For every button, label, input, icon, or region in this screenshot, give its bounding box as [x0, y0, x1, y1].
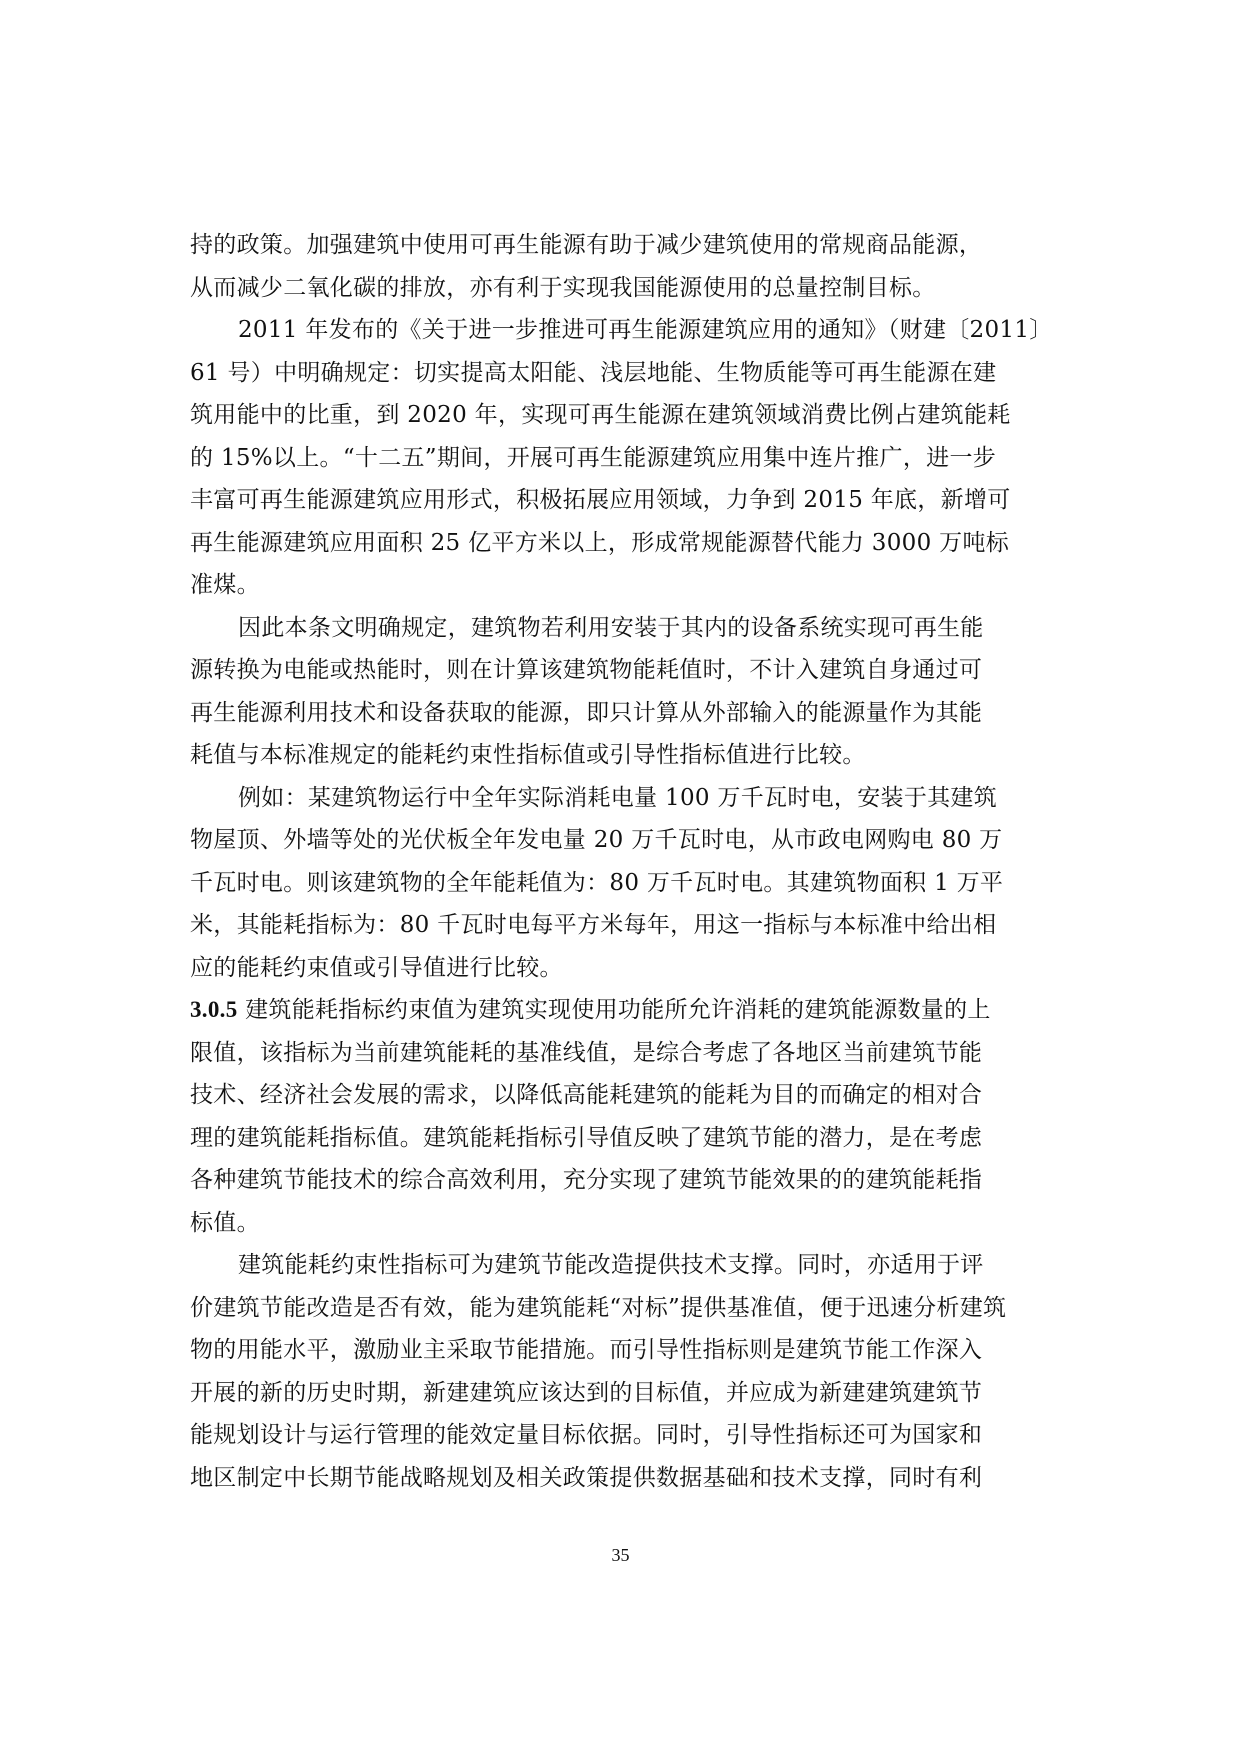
text-line: 再生能源利用技术和设备获取的能源，即只计算从外部输入的能源量作为其能 [190, 699, 983, 726]
text-line: 源转换为电能或热能时，则在计算该建筑物能耗值时，不计入建筑自身通过可 [190, 657, 983, 683]
text-line: 开展的新的历史时期，新建建筑应该达到的目标值，并应成为新建建筑建筑节 [190, 1379, 983, 1406]
text-line: 耗值与本标准规定的能耗约束性指标值或引导性指标值进行比较。 [190, 742, 866, 768]
text-line: 地区制定中长期节能战略规划及相关政策提供数据基础和技术支撑，同时有利 [190, 1464, 983, 1491]
page-number: 35 [611, 1545, 630, 1565]
text-line: 标值。 [190, 1209, 260, 1236]
text-line: 再生能源建筑应用面积 25 亿平方米以上，形成常规能源替代能力 3000 万吨标 [190, 529, 1010, 556]
paragraph-start-line: 例如：某建筑物运行中全年实际消耗电量 100 万千瓦时电，安装于其建筑 [238, 784, 998, 811]
paragraph-start-line: 建筑能耗约束性指标可为建筑节能改造提供技术支撑。同时，亦适用于评 [238, 1252, 984, 1278]
text-line: 持的政策。加强建筑中使用可再生能源有助于减少建筑使用的常规商品能源， [190, 232, 983, 258]
paragraph-start-line: 因此本条文明确规定，建筑物若利用安装于其内的设备系统实现可再生能 [238, 614, 984, 641]
text-line: 千瓦时电。则该建筑物的全年能耗值为：80 万千瓦时电。其建筑物面积 1 万平 [190, 869, 1004, 896]
text-line: 61 号）中明确规定：切实提高太阳能、浅层地能、生物质能等可再生能源在建 [190, 359, 997, 386]
text-line: 筑用能中的比重，到 2020 年，实现可再生能源在建筑领域消费比例占建筑能耗 [190, 402, 1011, 428]
text-line: 物的用能水平，激励业主采取节能措施。而引导性指标则是建筑节能工作深入 [190, 1337, 983, 1363]
body-text [190, 224, 1052, 1499]
text-line: 的 15%以上。“十二五”期间，开展可再生能源建筑应用集中连片推广，进一步 [190, 444, 997, 471]
text-line: 从而减少二氧化碳的排放，亦有利于实现我国能源使用的总量控制目标。 [190, 274, 936, 301]
text-line: 丰富可再生能源建筑应用形式，积极拓展应用领域，力争到 2015 年底，新增可 [190, 487, 1011, 513]
clause-number: 3.0.5 [190, 997, 238, 1022]
text-line: 各种建筑节能技术的综合高效利用，充分实现了建筑节能效果的的建筑能耗指 [190, 1167, 983, 1193]
text-line: 技术、经济社会发展的需求，以降低高能耗建筑的能耗为目的而确定的相对合 [190, 1082, 983, 1108]
text-line: 限值，该指标为当前建筑能耗的基准线值，是综合考虑了各地区当前建筑节能 [190, 1039, 983, 1066]
clause-text: 建筑能耗指标约束值为建筑实现使用功能所允许消耗的建筑能源数量的上 [245, 997, 991, 1023]
text-line: 理的建筑能耗指标值。建筑能耗指标引导值反映了建筑节能的潜力，是在考虑 [190, 1124, 983, 1151]
text-line: 物屋顶、外墙等处的光伏板全年发电量 20 万千瓦时电，从市政电网购电 80 万 [190, 827, 1003, 853]
text-line: 米，其能耗指标为：80 千瓦时电每平方米每年，用这一指标与本标准中给出相 [190, 912, 997, 938]
text-line: 能规划设计与运行管理的能效定量目标依据。同时，引导性指标还可为国家和 [190, 1422, 983, 1448]
text-line: 应的能耗约束值或引导值进行比较。 [190, 954, 563, 981]
clause-line [190, 989, 1052, 1032]
paragraph-start-line: 2011 年发布的《关于进一步推进可再生能源建筑应用的通知》（财建〔2011〕 [238, 317, 1053, 343]
text-line: 价建筑节能改造是否有效，能为建筑能耗“对标”提供基准值，便于迅速分析建筑 [190, 1294, 1007, 1321]
text-line: 准煤。 [190, 572, 260, 598]
